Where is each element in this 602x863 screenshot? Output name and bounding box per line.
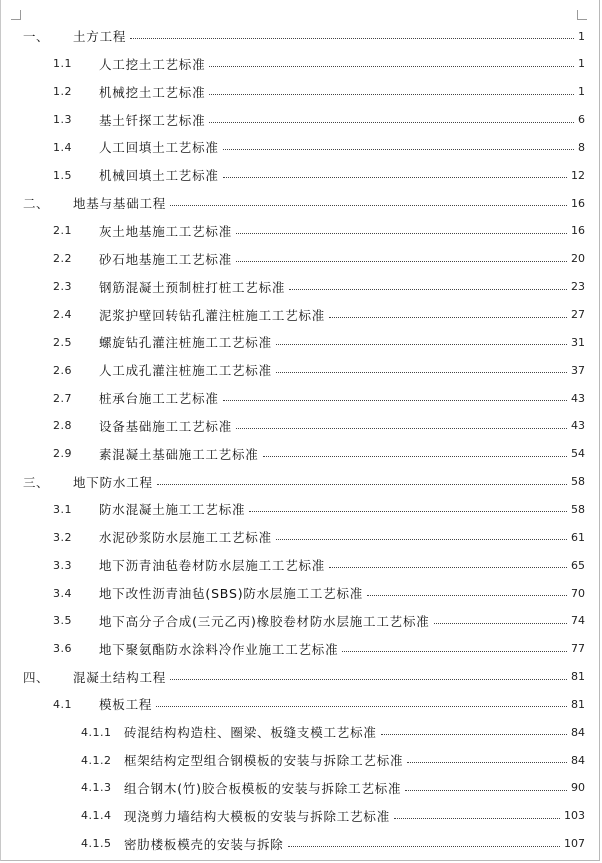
toc-entry[interactable] (1, 22, 589, 50)
toc-entry[interactable] (1, 412, 589, 440)
toc-entry-title: 防水混凝土施工工艺标准 (99, 502, 246, 518)
toc-entry[interactable] (1, 133, 589, 161)
toc-entry-page-number: 65 (571, 558, 585, 572)
toc-entry-number: 2.6 (53, 363, 72, 377)
toc-entry[interactable] (1, 746, 589, 774)
toc-entry-title: 水泥砂浆防水层施工工艺标准 (99, 530, 272, 546)
toc-entry-number: 4.1.3 (81, 781, 112, 795)
toc-entry-number: 2.5 (53, 335, 72, 349)
toc-entry[interactable] (1, 468, 589, 496)
page-corner-mark-top-right (577, 10, 587, 20)
toc-leader-dots (367, 595, 567, 596)
toc-entry-page-number: 43 (571, 419, 585, 433)
toc-leader-dots (342, 651, 567, 652)
toc-entry-number: 3.2 (53, 530, 72, 544)
toc-entry-page-number: 31 (571, 335, 585, 349)
toc-entry-title: 现浇剪力墙结构大模板的安装与拆除工艺标准 (124, 808, 391, 824)
toc-entry-number: 2.7 (53, 391, 72, 405)
toc-entry-page-number: 8 (578, 140, 585, 154)
toc-entry-page-number: 16 (571, 196, 585, 210)
toc-entry-title: 桩承台施工工艺标准 (99, 391, 219, 407)
toc-entry-page-number: 84 (571, 753, 585, 767)
toc-entry-page-number: 84 (571, 725, 585, 739)
toc-leader-dots (236, 233, 567, 234)
toc-entry[interactable] (1, 774, 589, 802)
toc-entry-title: 框架结构定型组合钢模板的安装与拆除工艺标准 (124, 753, 404, 769)
toc-leader-dots (209, 122, 574, 123)
toc-entry-number: 1.5 (53, 168, 72, 182)
toc-entry-title: 密肋楼板模壳的安装与拆除 (124, 836, 284, 852)
toc-entry-page-number: 43 (571, 391, 585, 405)
toc-leader-dots (223, 149, 574, 150)
toc-leader-dots (170, 679, 567, 680)
toc-entry[interactable] (1, 384, 589, 412)
toc-leader-dots (405, 790, 567, 791)
toc-entry-title: 钢筋混凝土预制桩打桩工艺标准 (99, 279, 286, 295)
toc-leader-dots (276, 344, 567, 345)
toc-entry-page-number: 107 (564, 837, 585, 851)
toc-entry[interactable] (1, 189, 589, 217)
toc-entry-page-number: 61 (571, 530, 585, 544)
toc-entry[interactable] (1, 495, 589, 523)
toc-entry-number: 4.1.5 (81, 837, 112, 851)
toc-entry[interactable] (1, 440, 589, 468)
toc-entry-number: 1.3 (53, 113, 72, 127)
toc-entry-title: 人工成孔灌注桩施工工艺标准 (99, 363, 272, 379)
toc-entry-page-number: 81 (571, 670, 585, 684)
toc-entry-title: 基土钎探工艺标准 (99, 112, 206, 128)
toc-entry-number: 3.6 (53, 642, 72, 656)
toc-entry-number: 3.1 (53, 502, 72, 516)
toc-entry-number: 2.3 (53, 280, 72, 294)
toc-entry-page-number: 1 (578, 29, 585, 43)
toc-entry[interactable] (1, 273, 589, 301)
toc-entry-page-number: 27 (571, 308, 585, 321)
toc-entry-title: 泥浆护壁回转钻孔灌注桩施工工艺标准 (99, 307, 326, 323)
toc-entry-number: 1.2 (53, 85, 72, 99)
toc-entry-page-number: 16 (571, 224, 585, 238)
toc-leader-dots (236, 261, 567, 262)
toc-entry-page-number: 12 (571, 168, 585, 182)
toc-entry-page-number: 81 (571, 697, 585, 711)
toc-entry-page-number: 103 (564, 809, 585, 823)
toc-entry[interactable] (1, 217, 589, 245)
toc-entry-page-number: 54 (571, 447, 585, 461)
toc-leader-dots (209, 94, 574, 95)
toc-entry[interactable] (1, 718, 589, 746)
toc-entry[interactable] (1, 802, 589, 830)
toc-entry-title: 地下防水工程 (73, 474, 153, 490)
toc-entry[interactable] (1, 663, 589, 691)
toc-entry-title: 地下聚氨酯防水涂料冷作业施工工艺标准 (99, 641, 339, 657)
toc-entry-title: 地下高分子合成(三元乙丙)橡胶卷材防水层施工工艺标准 (99, 613, 430, 629)
toc-entry[interactable] (1, 78, 589, 106)
toc-leader-dots (236, 428, 567, 429)
toc-entry-number: 三、 (23, 474, 50, 490)
toc-leader-dots (288, 846, 560, 847)
toc-entry-page-number: 58 (571, 502, 585, 516)
toc-entry-number: 1.1 (53, 57, 72, 71)
toc-entry-number: 4.1.2 (81, 753, 112, 767)
toc-entry-title: 混凝土结构工程 (73, 669, 167, 685)
toc-entry-number: 二、 (23, 196, 50, 212)
toc-leader-dots (263, 456, 567, 457)
toc-entry-number: 一、 (23, 29, 50, 44)
toc-entry-page-number: 90 (571, 781, 585, 795)
toc-entry[interactable] (1, 523, 589, 551)
toc-leader-dots (289, 289, 567, 290)
page-corner-mark-top-left (11, 10, 21, 20)
toc-entry-title: 模板工程 (99, 697, 153, 713)
toc-entry[interactable] (1, 328, 589, 356)
toc-entry-number: 4.1.4 (81, 809, 112, 823)
toc-entry-title: 地下改性沥青油毡(SBS)防水层施工工艺标准 (99, 586, 364, 601)
toc-entry-page-number: 37 (571, 363, 585, 377)
toc-entry[interactable] (1, 301, 589, 329)
toc-entry-page-number: 1 (578, 57, 585, 71)
toc-entry-title: 机械回填土工艺标准 (99, 168, 219, 184)
toc-leader-dots (249, 511, 567, 512)
toc-entry-number: 3.5 (53, 614, 72, 628)
toc-entry[interactable] (1, 161, 589, 189)
toc-entry[interactable] (1, 106, 589, 134)
toc-entry-number: 2.8 (53, 419, 72, 433)
toc-entry-page-number: 70 (571, 586, 585, 600)
toc-entry-title: 地下沥青油毡卷材防水层施工工艺标准 (99, 558, 326, 574)
toc-entry-page-number: 74 (571, 614, 585, 628)
toc-entry-title: 人工回填土工艺标准 (99, 140, 219, 156)
toc-leader-dots (156, 706, 567, 707)
toc-entry-number: 3.3 (53, 558, 72, 572)
toc-entry[interactable] (1, 607, 589, 635)
toc-leader-dots (276, 372, 567, 373)
toc-entry-title: 砂石地基施工工艺标准 (99, 251, 233, 267)
toc-entry-page-number: 20 (571, 252, 585, 266)
toc-entry[interactable] (1, 690, 589, 718)
toc-entry-number: 四、 (23, 669, 50, 685)
toc-entry-title: 素混凝土基础施工工艺标准 (99, 446, 259, 462)
toc-entry[interactable] (1, 245, 589, 273)
toc-leader-dots (407, 762, 567, 763)
toc-entry-number: 2.2 (53, 252, 72, 266)
toc-leader-dots (329, 567, 567, 568)
toc-entry-number: 1.4 (53, 140, 72, 154)
toc-entry[interactable] (1, 579, 589, 607)
toc-entry-page-number: 77 (571, 642, 585, 656)
toc-entry-page-number: 58 (571, 475, 585, 489)
toc-entry-number: 2.1 (53, 224, 72, 238)
toc-leader-dots (170, 205, 567, 206)
toc-entry[interactable] (1, 551, 589, 579)
toc-entry-number: 4.1 (53, 697, 72, 711)
toc-entry-title: 砖混结构构造柱、圈梁、板缝支模工艺标准 (124, 725, 377, 741)
toc-entry[interactable] (1, 356, 589, 384)
toc-leader-dots (276, 539, 567, 540)
toc-entry-page-number: 6 (578, 113, 585, 127)
toc-entry-title: 地基与基础工程 (73, 196, 167, 212)
toc-leader-dots (157, 484, 567, 485)
toc-entry-page-number: 1 (578, 85, 585, 99)
toc-leader-dots (394, 818, 560, 819)
toc-leader-dots (434, 623, 567, 624)
toc-leader-dots (223, 400, 567, 401)
toc-entry-title: 人工挖土工艺标准 (99, 56, 206, 72)
toc-entry-number: 2.9 (53, 447, 72, 461)
toc-entry-number: 3.4 (53, 586, 72, 600)
toc-leader-dots (130, 38, 574, 39)
toc-entry-number: 2.4 (53, 308, 72, 321)
toc-entry-page-number: 23 (571, 280, 585, 294)
toc-entry-title: 设备基础施工工艺标准 (99, 418, 233, 434)
toc-entry-title: 组合钢木(竹)胶合板模板的安装与拆除工艺标准 (124, 780, 402, 796)
toc-entry-title: 螺旋钻孔灌注桩施工工艺标准 (99, 335, 272, 351)
toc-entry[interactable] (1, 50, 589, 78)
toc-entry-title: 机械挖土工艺标准 (99, 84, 206, 100)
toc-entry[interactable] (1, 830, 589, 858)
toc-entry-title: 灰土地基施工工艺标准 (99, 223, 233, 239)
toc-leader-dots (329, 317, 567, 318)
toc-leader-dots (381, 734, 567, 735)
toc-leader-dots (209, 66, 574, 67)
toc-leader-dots (223, 177, 567, 178)
toc-entry-number: 4.1.1 (81, 725, 112, 739)
toc-entry[interactable] (1, 635, 589, 663)
toc-entry-title: 土方工程 (73, 29, 127, 44)
